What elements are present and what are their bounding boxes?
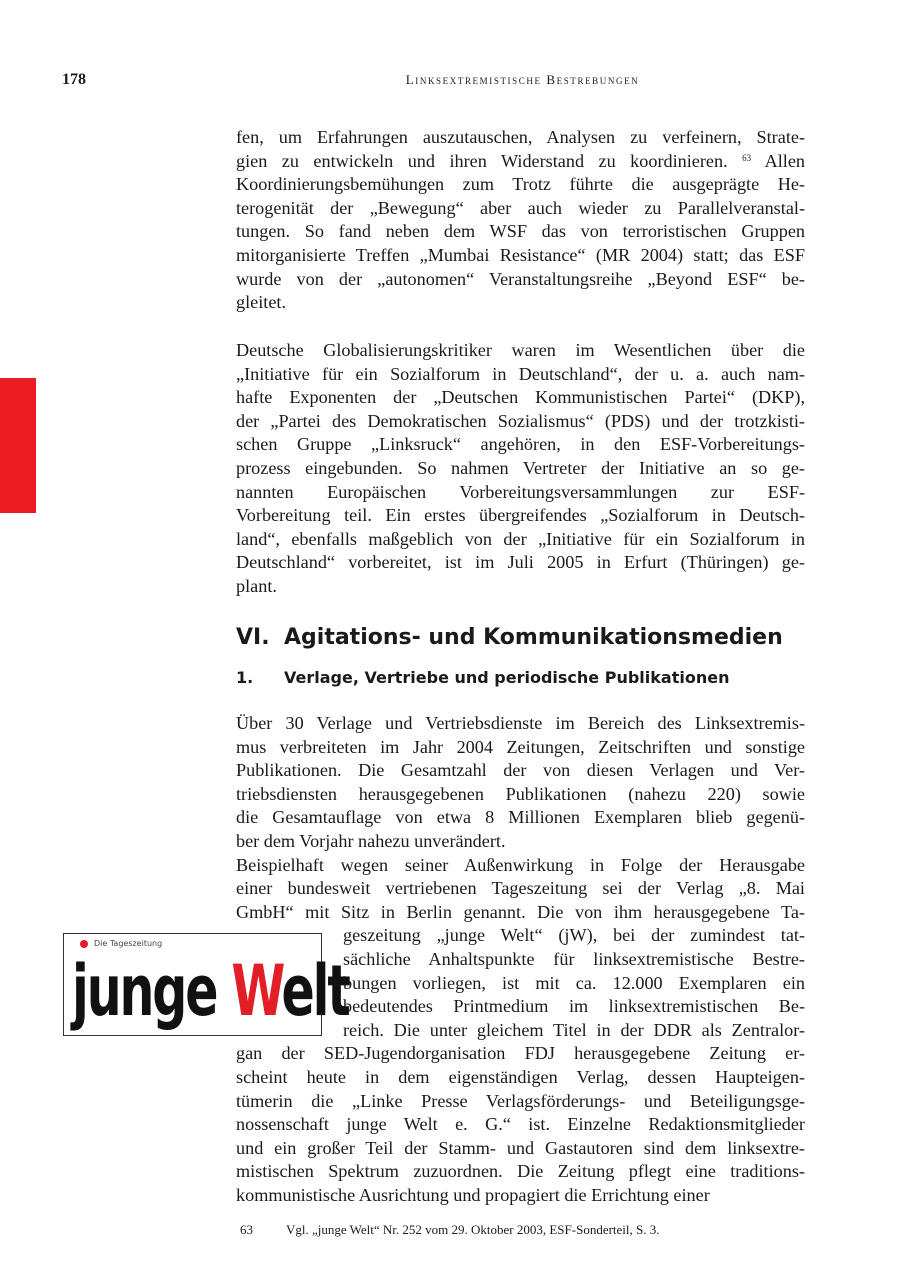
text-line: fen, um Erfahrungen auszutauschen, Analysen zu verfeinern, Strate-: [236, 127, 805, 147]
logo-word-junge: junge: [72, 950, 232, 1032]
text-line: Publikationen. Die Gesamtzahl der von diesen Verlagen und Ver-: [236, 760, 805, 781]
text-line: geszeitung „junge Welt“ (jW), bei der zumindest tat-: [343, 925, 805, 946]
text-line: ber dem Vorjahr nahezu unverändert.: [236, 830, 506, 851]
text-line: sächliche Anhaltspunkte für linksextremistische Bestre-: [343, 948, 805, 969]
logo-wordmark: [72, 950, 349, 1032]
text-line: Vorbereitung teil. Ein erstes übergreifendes „Sozialforum in Deutsch-: [236, 505, 805, 526]
junge-welt-logo: [63, 933, 349, 1036]
logo-dot-icon: [80, 940, 88, 948]
text-line: schen Gruppe „Linksruck“ angehören, in den ESF-Vorbereitungs-: [236, 434, 805, 455]
subsection-title: Verlage, Vertriebe und periodische Publikationen: [284, 668, 730, 687]
text-line: Koordinierungsbemühungen zum Trotz führte die ausgeprägte He-: [236, 174, 805, 195]
text-line: die Gesamtauflage von etwa 8 Millionen Exemplaren blieb gegenü-: [236, 807, 805, 828]
text-line: reich. Die unter gleichem Titel in der DDR als Zentralor-: [343, 1019, 805, 1040]
text-line: tümerin die „Linke Presse Verlagsförderungs- und Beteiligungsge-: [236, 1090, 805, 1111]
text-line: Beispielhaft wegen seiner Außenwirkung in Folge der Herausgabe: [236, 854, 805, 875]
text-line: nossenschaft junge Welt e. G.“ ist. Einzelne Redaktionsmitglieder: [236, 1114, 805, 1135]
text-line: Deutschland“ vorbereitet, ist im Juli 2005 in Erfurt (Thüringen) ge-: [236, 552, 805, 573]
text-line: nannten Europäischen Vorbereitungsversammlungen zur ESF-: [236, 481, 805, 502]
text-line: terogenität der „Bewegung“ aber auch wieder zu Parallelveranstal-: [236, 197, 805, 218]
text-line: hafte Exponenten der „Deutschen Kommunistischen Partei“ (DKP),: [236, 387, 805, 408]
text-line: land“, ebenfalls maßgeblich von der „Initiative für ein Sozialforum in: [236, 528, 805, 549]
section-number: VI.: [236, 625, 270, 650]
text-line: bedeutendes Printmedium im linksextremistischen Be-: [343, 996, 805, 1017]
paragraph-2: [236, 339, 805, 599]
text-line: Deutsche Globalisierungskritiker waren im Wesentlichen über die: [236, 340, 805, 360]
subsection-number: 1.: [236, 668, 254, 687]
text-line: plant.: [236, 575, 277, 596]
section-title: Agitations- und Kommunikationsmedien: [284, 625, 783, 650]
text-line: wurde von der „autonomen“ Veranstaltungsreihe „Beyond ESF“ be-: [236, 268, 805, 289]
logo-tagline: Die Tageszeitung: [94, 939, 163, 948]
text-line: gleitet.: [236, 292, 286, 313]
paragraph-1: [236, 126, 805, 315]
section-heading: [236, 624, 783, 652]
text-line: scheint heute in dem eigenständigen Verlag, dessen Haupteigen-: [236, 1066, 805, 1087]
text-line: kommunistische Ausrichtung und propagiert die Errichtung einer: [236, 1184, 710, 1205]
running-title: Linksextremistische Bestrebungen: [405, 72, 640, 87]
text-line: mitorganisierte Treffen „Mumbai Resistance“ (MR 2004) statt; das ESF: [236, 244, 805, 265]
text-line: tungen. So fand neben dem WSF das von terroristischen Gruppen: [236, 221, 805, 242]
text-line: GmbH“ mit Sitz in Berlin genannt. Die von ihm herausgegebene Ta-: [236, 901, 805, 922]
text-line: gan der SED-Jugendorganisation FDJ herausgegebene Zeitung er-: [236, 1043, 805, 1064]
text-line: gien zu entwickeln und ihren Widerstand zu koordinieren. $^{63}$ Allen: [236, 150, 805, 171]
subsection-heading: [236, 668, 729, 688]
logo-letter-w: W: [231, 950, 282, 1032]
text-line: mus verbreiteten im Jahr 2004 Zeitungen, Zeitschriften und sonstige: [236, 736, 805, 757]
text-line: triebsdiensten herausgegebenen Publikationen (nahezu 220) sowie: [236, 783, 805, 804]
footnote-number: 63: [240, 1222, 253, 1237]
text-line: und ein großer Teil der Stamm- und Gastautoren sind dem linksextre-: [236, 1137, 805, 1158]
text-line: mistischen Spektrum zuzuordnen. Die Zeitung pflegt eine traditions-: [236, 1161, 805, 1182]
chapter-tab-marker: [0, 378, 36, 513]
text-line: der „Partei des Demokratischen Sozialismus“ (PDS) und der trotzkisti-: [236, 410, 805, 431]
text-line: Über 30 Verlage und Vertriebsdienste im Bereich des Linksextremis-: [236, 713, 805, 733]
text-line: prozess eingebunden. So nahmen Vertreter der Initiative an so ge-: [236, 457, 805, 478]
text-line: einer bundesweit vertriebenen Tageszeitung sei der Verlag „8. Mai: [236, 878, 805, 899]
text-line: „Initiative für ein Sozialforum in Deutschland“, der u. a. auch nam-: [236, 363, 805, 384]
footnote: [240, 1222, 660, 1238]
logo-word-elt: elt: [281, 950, 349, 1032]
page-number: 178: [62, 71, 86, 88]
footnote-text: Vgl. „junge Welt“ Nr. 252 vom 29. Oktober 2003, ESF-Sonderteil, S. 3.: [286, 1222, 660, 1237]
text-line: bungen vorliegen, ist mit ca. 12.000 Exemplaren ein: [343, 972, 805, 993]
